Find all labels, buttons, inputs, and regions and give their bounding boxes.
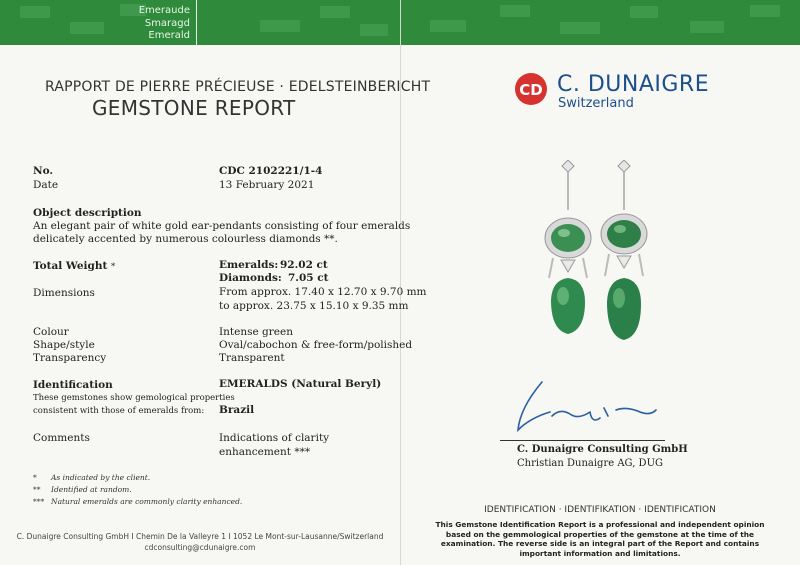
brand-country: Switzerland (558, 96, 634, 111)
comments-label: Comments (33, 432, 90, 444)
transparency-label: Transparency (33, 352, 107, 364)
signature-image (500, 378, 670, 440)
identification-value: EMERALDS (Natural Beryl) (219, 378, 382, 390)
brand-name: C. DUNAIGRE (557, 72, 710, 97)
language-fr: Emeraude (138, 5, 190, 16)
identification-footer-text: This Gemstone Identification Report is a professional and independent opinion based on the gemmological properties of the gemstone at the time of the examination. The reverse side is an integral part of the Report and contains important information and limitations. (435, 520, 765, 558)
identification-label: Identification (33, 379, 113, 391)
total-weight-footnote-mark: * (111, 262, 116, 272)
identification-note-line2: consistent with those of emeralds from: (33, 406, 205, 416)
green-header-band-right (400, 0, 800, 45)
identification-footer-title: IDENTIFICATION · IDENTIFIKATION · IDENTIFICATION (484, 505, 716, 515)
report-date: 13 February 2021 (219, 179, 315, 191)
dimensions-line1: From approx. 17.40 x 12.70 x 9.70 mm (219, 286, 427, 298)
footnote-2: ** Identified at random. (33, 485, 132, 494)
colour-value: Intense green (219, 326, 293, 338)
origin-value: Brazil (219, 404, 255, 416)
report-number: CDC 2102221/1-4 (219, 165, 323, 177)
emerald-earrings-image (527, 160, 665, 348)
language-divider (196, 0, 197, 45)
language-en: Emerald (148, 30, 190, 41)
report-subtitle: RAPPORT DE PIERRE PRÉCIEUSE · EDELSTEINBERICHT (45, 79, 431, 95)
object-description-label: Object description (33, 207, 142, 219)
language-list (139, 5, 190, 43)
transparency-value: Transparent (219, 352, 285, 364)
total-weight-label: Total Weight * (33, 260, 116, 272)
object-description-line2: delicately accented by numerous colourless diamonds **. (33, 233, 338, 245)
footnote-1: * As indicated by the client. (33, 473, 151, 482)
shape-label: Shape/style (33, 339, 95, 351)
no-label: No. (33, 165, 54, 177)
signatory-person: Christian Dunaigre AG, DUG (517, 458, 663, 469)
dimensions-label: Dimensions (33, 287, 95, 299)
emeralds-weight: 92.02 ct (280, 259, 328, 271)
company-address: C. Dunaigre Consulting GmbH I Chemin De la Valleyre 1 I 1052 Le Mont-sur-Lausanne/Switzerland (16, 532, 384, 541)
emeralds-label: Emeralds: (219, 259, 279, 271)
green-header-band-left (0, 0, 400, 45)
dimensions-line2: to approx. 23.75 x 15.10 x 9.35 mm (219, 300, 409, 312)
cd-logo-icon (512, 72, 550, 106)
comments-line1: Indications of clarity (219, 432, 330, 444)
language-de: Smaragd (144, 17, 190, 29)
logo-letters: CD (519, 81, 543, 99)
company-email: cdconsulting@cdunaigre.com (144, 543, 256, 552)
colour-label: Colour (33, 326, 69, 338)
diamonds-label: Diamonds: (219, 272, 282, 284)
comments-line2: enhancement *** (219, 446, 311, 458)
footnote-3: *** Natural emeralds are commonly clarity enhanced. (33, 497, 243, 506)
signatory-company: C. Dunaigre Consulting GmbH (517, 444, 688, 455)
object-description-line1: An elegant pair of white gold ear-pendants consisting of four emeralds (33, 220, 411, 232)
date-label: Date (33, 179, 59, 191)
signature-line (500, 440, 665, 441)
report-title: GEMSTONE REPORT (92, 96, 296, 120)
diamonds-weight: 7.05 ct (288, 272, 329, 284)
shape-value: Oval/cabochon & free-form/polished (219, 339, 413, 351)
identification-note-line1: These gemstones show gemological properties (33, 393, 235, 403)
